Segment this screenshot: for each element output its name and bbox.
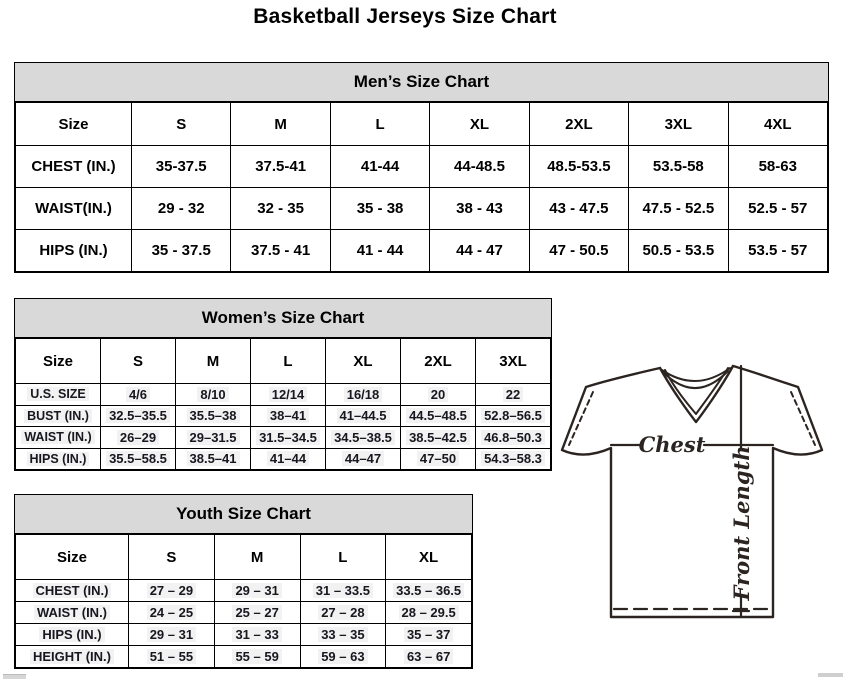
- size-value-cell: [214, 646, 300, 668]
- size-value-cell: [251, 448, 326, 470]
- size-value-cell: [300, 624, 386, 646]
- cell-text: 59 – 63: [318, 649, 367, 664]
- cell-text: 22: [503, 387, 523, 402]
- size-value-cell: [214, 624, 300, 646]
- size-value-cell: [251, 384, 326, 406]
- cell-text: 27 – 28: [318, 605, 367, 620]
- table-row: [16, 646, 472, 668]
- cell-text: 24 – 25: [147, 605, 196, 620]
- cell-text: 32.5–35.5: [106, 408, 170, 423]
- size-heading: L: [300, 535, 386, 580]
- size-heading: S: [132, 103, 231, 146]
- row-label: [16, 624, 129, 646]
- size-heading: S: [101, 339, 176, 384]
- cell-text: 33 – 35: [318, 627, 367, 642]
- womens-size-table: [15, 338, 551, 470]
- size-value-cell: [251, 427, 326, 449]
- cell-text: 52.8–56.5: [481, 408, 545, 423]
- size-value-cell: [300, 602, 386, 624]
- table-row: [16, 580, 472, 602]
- cell-text: 51 – 55: [147, 649, 196, 664]
- size-value-cell: 53.5 - 57: [728, 230, 827, 272]
- cell-text: 12/14: [269, 387, 308, 402]
- size-value-cell: [101, 384, 176, 406]
- size-value-cell: [476, 448, 551, 470]
- size-value-cell: [214, 602, 300, 624]
- cell-text: 35 – 37: [404, 627, 453, 642]
- size-value-cell: 47.5 - 52.5: [629, 188, 728, 230]
- cell-text: 28 – 29.5: [399, 605, 459, 620]
- size-value-cell: 43 - 47.5: [529, 188, 628, 230]
- row-label: [16, 384, 101, 406]
- cell-text: U.S. SIZE: [27, 387, 89, 401]
- table-row: [16, 146, 828, 188]
- size-value-cell: [251, 405, 326, 427]
- jersey-outline: [562, 366, 822, 617]
- size-value-cell: 38 - 43: [430, 188, 529, 230]
- size-value-cell: [386, 646, 472, 668]
- cell-text: 16/18: [344, 387, 383, 402]
- row-label: CHEST (IN.): [16, 146, 132, 188]
- cell-text: 44–47: [342, 451, 384, 466]
- size-value-cell: [401, 384, 476, 406]
- cell-text: 44.5–48.5: [406, 408, 470, 423]
- cell-text: 29–31.5: [187, 430, 240, 445]
- table-row: [16, 427, 551, 449]
- size-value-cell: 52.5 - 57: [728, 188, 827, 230]
- row-label: [16, 427, 101, 449]
- cell-text: 55 – 59: [232, 649, 281, 664]
- size-value-cell: [476, 427, 551, 449]
- cell-text: 63 – 67: [404, 649, 453, 664]
- size-value-cell: 35-37.5: [132, 146, 231, 188]
- row-label: [16, 602, 129, 624]
- womens-size-chart: [14, 298, 552, 471]
- size-value-cell: [386, 624, 472, 646]
- size-heading: S: [129, 535, 215, 580]
- cell-text: 35.5–38: [187, 408, 240, 423]
- cell-text: 38.5–42.5: [406, 430, 470, 445]
- cell-text: 41–44.5: [337, 408, 390, 423]
- size-value-cell: [326, 427, 401, 449]
- cell-text: 20: [428, 387, 448, 402]
- mens-size-chart: [14, 62, 829, 273]
- size-heading: XL: [430, 103, 529, 146]
- table-row: [16, 230, 828, 272]
- table-row: [16, 624, 472, 646]
- size-heading: M: [176, 339, 251, 384]
- size-value-cell: 35 - 37.5: [132, 230, 231, 272]
- cell-text: 47–50: [417, 451, 459, 466]
- size-value-cell: 41 - 44: [330, 230, 429, 272]
- cell-text: 27 – 29: [147, 583, 196, 598]
- size-value-cell: [176, 384, 251, 406]
- table-row: [16, 448, 551, 470]
- size-value-cell: [101, 427, 176, 449]
- size-value-cell: 44 - 47: [430, 230, 529, 272]
- cell-text: 41–44: [267, 451, 309, 466]
- table-row: [16, 405, 551, 427]
- page-title: Basketball Jerseys Size Chart: [253, 5, 557, 28]
- size-value-cell: [300, 646, 386, 668]
- size-value-cell: 44-48.5: [430, 146, 529, 188]
- cell-text: 26–29: [117, 430, 159, 445]
- size-value-cell: [101, 448, 176, 470]
- row-label: WAIST(IN.): [16, 188, 132, 230]
- size-value-cell: [326, 384, 401, 406]
- size-heading: 3XL: [476, 339, 551, 384]
- mens-size-table: [15, 102, 828, 272]
- size-heading: M: [214, 535, 300, 580]
- row-label: [16, 405, 101, 427]
- row-label: HIPS (IN.): [16, 230, 132, 272]
- size-value-cell: 32 - 35: [231, 188, 330, 230]
- size-value-cell: 48.5-53.5: [529, 146, 628, 188]
- row-label: [16, 646, 129, 668]
- cell-text: HIPS (IN.): [27, 452, 90, 466]
- size-value-cell: 47 - 50.5: [529, 230, 628, 272]
- cell-text: HEIGHT (IN.): [30, 649, 114, 664]
- cell-text: BUST (IN.): [24, 409, 92, 423]
- size-value-cell: [101, 405, 176, 427]
- cell-text: 38.5–41: [187, 451, 240, 466]
- scrollbar-fragment-right[interactable]: [818, 673, 843, 677]
- size-column-heading: Size: [16, 535, 129, 580]
- size-heading: 2XL: [401, 339, 476, 384]
- cell-text: 29 – 31: [232, 583, 281, 598]
- size-heading: XL: [386, 535, 472, 580]
- cell-text: 31.5–34.5: [256, 430, 320, 445]
- cell-text: 46.8–50.3: [481, 430, 545, 445]
- front-length-label: Front Length: [729, 445, 754, 601]
- cell-text: 29 – 31: [147, 627, 196, 642]
- row-label: [16, 580, 129, 602]
- size-value-cell: [401, 448, 476, 470]
- size-value-cell: [326, 448, 401, 470]
- size-value-cell: [176, 427, 251, 449]
- size-value-cell: [129, 624, 215, 646]
- size-heading: 2XL: [529, 103, 628, 146]
- cell-text: WAIST (IN.): [34, 605, 110, 620]
- cell-text: 38–41: [267, 408, 309, 423]
- cell-text: 54.3–58.3: [481, 451, 545, 466]
- size-value-cell: [401, 427, 476, 449]
- scrollbar-fragment-left[interactable]: [3, 674, 26, 679]
- table-row: [16, 384, 551, 406]
- size-value-cell: 41-44: [330, 146, 429, 188]
- cell-text: 31 – 33.5: [313, 583, 373, 598]
- size-value-cell: [129, 602, 215, 624]
- size-value-cell: [176, 405, 251, 427]
- size-heading: L: [330, 103, 429, 146]
- size-heading: XL: [326, 339, 401, 384]
- table-row: [16, 188, 828, 230]
- size-value-cell: [129, 580, 215, 602]
- youth-size-chart-title: Youth Size Chart: [15, 495, 472, 534]
- size-value-cell: 50.5 - 53.5: [629, 230, 728, 272]
- size-value-cell: [176, 448, 251, 470]
- cell-text: CHEST (IN.): [33, 583, 112, 598]
- size-value-cell: [476, 384, 551, 406]
- size-value-cell: [326, 405, 401, 427]
- size-value-cell: 37.5 - 41: [231, 230, 330, 272]
- jersey-measurement-diagram: [556, 360, 828, 628]
- cell-text: 4/6: [126, 387, 150, 402]
- size-value-cell: 37.5-41: [231, 146, 330, 188]
- size-heading: M: [231, 103, 330, 146]
- cell-text: 25 – 27: [232, 605, 281, 620]
- youth-size-chart: [14, 494, 473, 669]
- cell-text: 31 – 33: [232, 627, 281, 642]
- womens-size-chart-title: Women’s Size Chart: [15, 299, 551, 338]
- size-value-cell: [129, 646, 215, 668]
- size-value-cell: [386, 580, 472, 602]
- table-row: [16, 602, 472, 624]
- size-heading: 4XL: [728, 103, 827, 146]
- cell-text: 35.5–58.5: [106, 451, 170, 466]
- size-value-cell: 58-63: [728, 146, 827, 188]
- size-value-cell: [300, 580, 386, 602]
- mens-size-chart-title: Men’s Size Chart: [15, 63, 828, 102]
- cell-text: WAIST (IN.): [21, 430, 94, 444]
- size-value-cell: [214, 580, 300, 602]
- youth-size-table: [15, 534, 472, 668]
- size-column-heading: Size: [16, 339, 101, 384]
- size-value-cell: 35 - 38: [330, 188, 429, 230]
- size-heading: L: [251, 339, 326, 384]
- size-heading: 3XL: [629, 103, 728, 146]
- size-value-cell: 29 - 32: [132, 188, 231, 230]
- size-value-cell: [476, 405, 551, 427]
- cell-text: HIPS (IN.): [39, 627, 104, 642]
- row-label: [16, 448, 101, 470]
- cell-text: 8/10: [197, 387, 228, 402]
- size-column-heading: Size: [16, 103, 132, 146]
- cell-text: 34.5–38.5: [331, 430, 395, 445]
- cell-text: 33.5 – 36.5: [393, 583, 464, 598]
- size-value-cell: 53.5-58: [629, 146, 728, 188]
- size-value-cell: [386, 602, 472, 624]
- chest-label: Chest: [638, 432, 706, 457]
- size-value-cell: [401, 405, 476, 427]
